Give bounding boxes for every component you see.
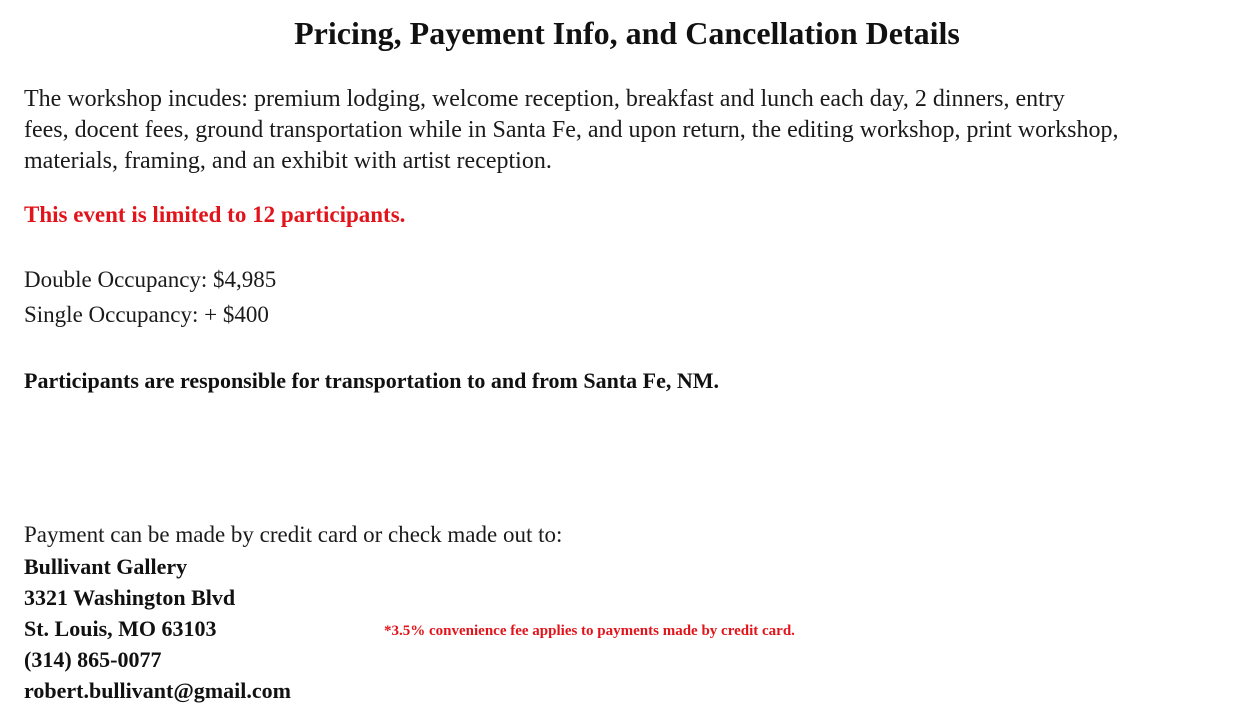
transportation-notice: Participants are responsible for transportation to and from Santa Fe, NM.	[24, 368, 720, 393]
page-title: Pricing, Payement Info, and Cancellation Details	[294, 15, 960, 51]
inclusions-line-3: materials, framing, and an exhibit with artist reception.	[24, 148, 552, 174]
single-occupancy-price: Single Occupancy: + $400	[24, 302, 269, 327]
participant-limit-notice: This event is limited to 12 participants.	[24, 202, 406, 227]
payee-address-block	[24, 551, 291, 706]
payee-phone: (314) 865-0077	[24, 647, 162, 672]
payee-street: 3321 Washington Blvd	[24, 585, 236, 610]
workshop-inclusions	[24, 84, 1214, 177]
credit-card-fee-note: *3.5% convenience fee applies to payments made by credit card.	[384, 623, 795, 639]
inclusions-line-2: fees, docent fees, ground transportation while in Santa Fe, and upon return, the editing workshop, print workshop,	[24, 117, 1119, 143]
double-occupancy-price: Double Occupancy: $4,985	[24, 267, 277, 292]
payee-email: robert.bullivant@gmail.com	[24, 678, 291, 703]
payee-name: Bullivant Gallery	[24, 554, 188, 579]
payment-instructions: Payment can be made by credit card or check made out to:	[24, 522, 563, 547]
inclusions-line-1: The workshop incudes: premium lodging, welcome reception, breakfast and lunch each day, 2 dinners, entry	[24, 86, 1065, 112]
payee-city: St. Louis, MO 63103	[24, 616, 217, 641]
